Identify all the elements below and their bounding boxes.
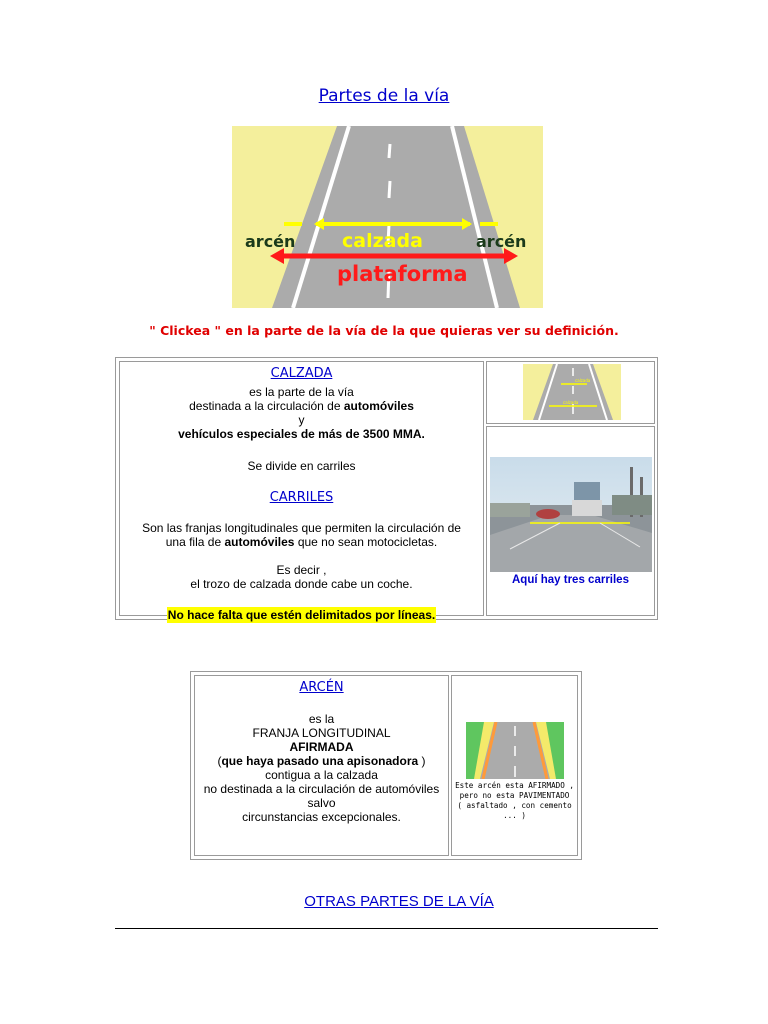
arcen-line3: AFIRMADA (289, 740, 354, 754)
carriles-photo-cell (486, 426, 655, 616)
calzada-carriles-table (115, 357, 658, 620)
calzada-line2: destinada a la circulación de automóviles (189, 399, 414, 413)
arcen-heading[interactable]: ARCÉN (299, 680, 344, 695)
arcen-caption-line1: Este arcén esta AFIRMADO , (455, 781, 574, 790)
calzada-heading[interactable]: CALZADA (270, 366, 333, 381)
carriles-highlight: No hace falta que estén delimitados por líneas. (167, 608, 436, 622)
arcen-caption (452, 781, 577, 821)
carriles-line2: una fila de automóviles que no sean motocicletas. (165, 535, 438, 549)
carriles-photo-caption: Aquí hay tres carriles (512, 574, 629, 586)
thumb-label-top: calzada (575, 378, 591, 383)
carriles-photo[interactable] (490, 457, 652, 572)
carriles-line3: Es decir , (276, 563, 327, 577)
calzada-line5: Se divide en carriles (247, 459, 356, 473)
calzada-thumbnail-cell (486, 361, 655, 424)
calzada-label: calzada (342, 230, 423, 252)
horizontal-rule (115, 928, 658, 929)
instruction-text: " Clickea " en la parte de la vía de la que quieras ver su definición. (149, 323, 619, 338)
calzada-line4: vehículos especiales de más de 3500 MMA. (178, 427, 425, 441)
carriles-heading[interactable]: CARRILES (269, 490, 334, 505)
arcen-image-cell (451, 675, 578, 856)
calzada-carriles-text-cell (119, 361, 484, 622)
carriles-line4: el trozo de calzada donde cabe un coche. (190, 577, 413, 591)
arcen-line4: (que haya pasado una apisonadora ) (217, 754, 426, 768)
calzada-line3: y (298, 413, 305, 427)
road-parts-diagram[interactable] (232, 126, 543, 308)
arcen-left-label: arcén (245, 232, 296, 251)
calzada-line1: es la parte de la vía (249, 385, 354, 399)
arcen-line8: circunstancias excepcionales. (242, 810, 401, 824)
arcen-text-cell (194, 675, 449, 856)
arcen-line1: es la (308, 712, 335, 726)
arcen-thumbnail[interactable] (466, 722, 564, 779)
plataforma-label: plataforma (337, 262, 468, 286)
arcen-caption-line3: ( asfaltado , con cemento ... ) (457, 801, 572, 820)
page-title[interactable]: Partes de la vía (318, 86, 450, 106)
arcen-table (190, 671, 582, 860)
carriles-highlight-wrap (120, 604, 483, 623)
arcen-right-label: arcén (476, 232, 527, 251)
arcen-line6: no destinada a la circulación de automóviles (203, 782, 440, 796)
arcen-line2: FRANJA LONGITUDINAL (252, 726, 391, 740)
carriles-line1: Son las franjas longitudinales que permiten la circulación de (142, 521, 461, 535)
arcen-line7: salvo (307, 796, 336, 810)
calzada-thumbnail[interactable] (523, 364, 621, 420)
arcen-line5: contigua a la calzada (265, 768, 378, 782)
other-parts-link[interactable]: OTRAS PARTES DE LA VÍA (304, 893, 494, 910)
arcen-caption-line2: pero no esta PAVIMENTADO (459, 791, 570, 800)
thumb-label-bottom: calzada (563, 400, 579, 405)
